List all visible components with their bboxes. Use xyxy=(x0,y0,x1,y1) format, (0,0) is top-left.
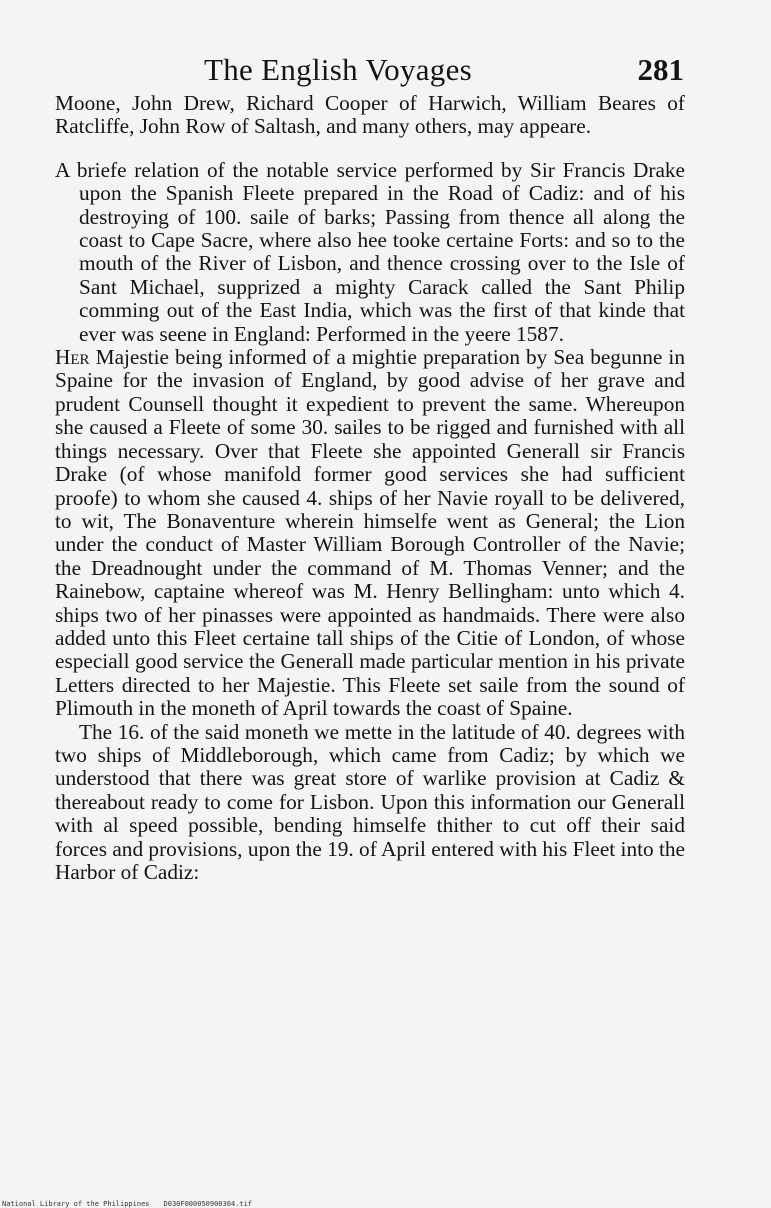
paragraph-gap xyxy=(55,139,685,159)
footer-file-id: D030F000050900304.tif xyxy=(163,1200,253,1208)
running-head xyxy=(204,52,684,92)
drop-word: Her xyxy=(55,345,90,370)
paragraph-text: Majestie being informed of a mightie preparation by Sea begunne in Spaine for the invasion of England, by good advise of her grave and prudent Counsell thought it expedient to prevent the same. Whereupon she caused a Fleete of some 30. sailes to be rigged and furnished with all things necessary. Over that Fleete she appointed Generall sir Francis Drake (of whose manifold former good services she had sufficient proofe) to whom she caused 4. ships of her Navie royall to be delivered, to wit, The Bonaventure wherein himselfe went as General; the Lion under the conduct of Master William Borough Controller of the Navie; the Dreadnought under the command of M. Thomas Venner; and the Rainebow, captaine whereof was M. Henry Bellingham: unto which 4. ships two of her pinasses were appointed as handmaids. There were also added unto this Fleet certaine tall ships of the Citie of London, of whose especiall good service the Generall made particular mention in his private Letters directed to her Majestie. This Fleete set saile from the sound of Plimouth in the moneth of April towards the coast of Spaine. xyxy=(55,345,685,721)
section-heading: A briefe relation of the notable service performed by Sir Francis Drake upon the Spanish Fleete prepared in the Road of Cadiz: and of his destroying of 100. saile of barks; Passing from thence all along the coast to Cape Sacre, where also hee tooke certaine Forts: and so to the mouth of the River of Lisbon, and thence crossing over to the Isle of Sant Michael, supprized a mighty Carack called the Sant Philip comming out of the East India, which was the first of that kinde that ever was seene in England: Performed in the yeere 1587. xyxy=(55,157,685,346)
footer-library: National Library of the Philippines xyxy=(2,1200,150,1208)
scan-footer xyxy=(2,1200,252,1208)
page-number: 281 xyxy=(637,52,684,87)
body-text xyxy=(55,92,685,884)
continuation-paragraph: Moone, John Drew, Richard Cooper of Harwich, William Beares of Ratcliffe, John Row of Saltash, and many others, may appeare. xyxy=(55,91,685,139)
running-title: The English Voyages xyxy=(204,52,473,87)
body-paragraph xyxy=(55,346,685,721)
body-paragraph: The 16. of the said moneth we mette in the latitude of 40. degrees with two ships of Middleborough, which came from Cadiz; by which we understood that there was great store of warlike provision at Cadiz & thereabout ready to come for Lisbon. Upon this information our Generall with al speed possible, bending himselfe thither to cut off their said forces and provisions, upon the 19. of April entered with his Fleet into the Harbor of Cadiz: xyxy=(55,719,685,884)
